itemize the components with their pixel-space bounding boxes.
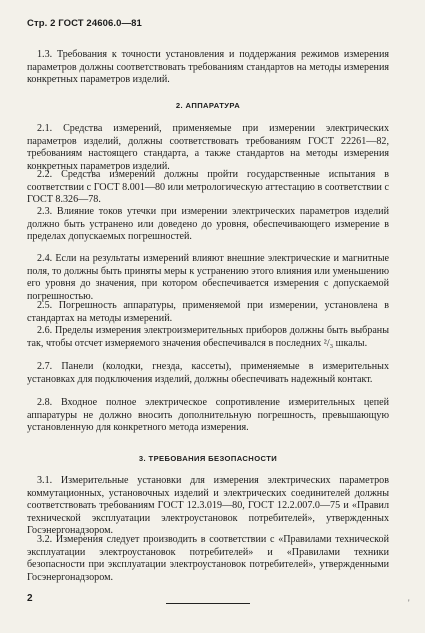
page-number: 2 xyxy=(27,593,33,604)
paragraph-3-1: 3.1. Измерительные установки для измерения электрических параметров коммутационных, установочных изделий и электрических соединителей должны соответствовать требованиям ГОСТ 12.3.019—80, ГОСТ 12.2.007.0—75 и «Правил технической эксплуатации электроустановок потребителей», утвержденных Госэнергонадзором. xyxy=(27,475,389,537)
paragraph-2-6: 2.6. Пределы измерения электроизмерительных приборов должны быть выбраны так, чтобы отсчет измеряемого значения обеспечивался в последних ²/₃ шкалы. xyxy=(27,325,389,349)
paragraph-2-7: 2.7. Панели (колодки, гнезда, кассеты), применяемые в измерительных установках для подключения изделий, должны обеспечивать надежный контакт. xyxy=(27,361,389,385)
footer-rule xyxy=(166,603,250,604)
section-2-heading: 2. АППАРАТУРА xyxy=(175,101,241,110)
scan-mark: ' xyxy=(408,598,410,608)
paragraph-2-8: 2.8. Входное полное электрическое сопротивление измерительных цепей аппаратуры не должно вносить дополнительную погрешность, превышающую установленную для конкретного метода измерения. xyxy=(27,397,389,434)
paragraph-1-3: 1.3. Требования к точности установления и поддержания режимов измерения параметров должны соответствовать требованиям стандартов на методы измерения конкретных параметров изделий. xyxy=(27,49,389,86)
paragraph-2-1: 2.1. Средства измерений, применяемые при измерении электрических параметров изделий, должны соответствовать требованиям ГОСТ 22261—82, требованиям настоящего стандарта, а также стандартов на методы измерения конкретных параметров изделий. xyxy=(27,123,389,172)
paragraph-2-2: 2.2. Средства измерений должны пройти государственные испытания в соответствии с ГОСТ 8.001—80 или метрологическую аттестацию в соответствии с ГОСТ 8.326—78. xyxy=(27,169,389,206)
paragraph-2-3: 2.3. Влияние токов утечки при измерении электрических параметров изделий должно быть устранено или доведено до уровня, обеспечивающего измерение в пределах допускаемых погрешностей. xyxy=(27,206,389,243)
section-3-heading: 3. ТРЕБОВАНИЯ БЕЗОПАСНОСТИ xyxy=(138,454,278,463)
paragraph-2-5: 2.5. Погрешность аппаратуры, применяемой при измерении, установлена в стандартах на методы измерений. xyxy=(27,300,389,324)
page-header: Стр. 2 ГОСТ 24606.0—81 xyxy=(27,18,142,29)
paragraph-2-4: 2.4. Если на результаты измерений влияют внешние электрические и магнитные поля, то должны быть приняты меры к устранению этого влияния или уменьшению его уровня до значения, при котором обеспечивается измерения с допускаемой погрешностью. xyxy=(27,253,389,302)
paragraph-3-2: 3.2. Измерения следует производить в соответствии с «Правилами технической эксплуатации электроустановок потребителей» и «Правилами техники безопасности при эксплуатации электроустановок потребителей», утвержденными Госэнергонадзором. xyxy=(27,534,389,583)
